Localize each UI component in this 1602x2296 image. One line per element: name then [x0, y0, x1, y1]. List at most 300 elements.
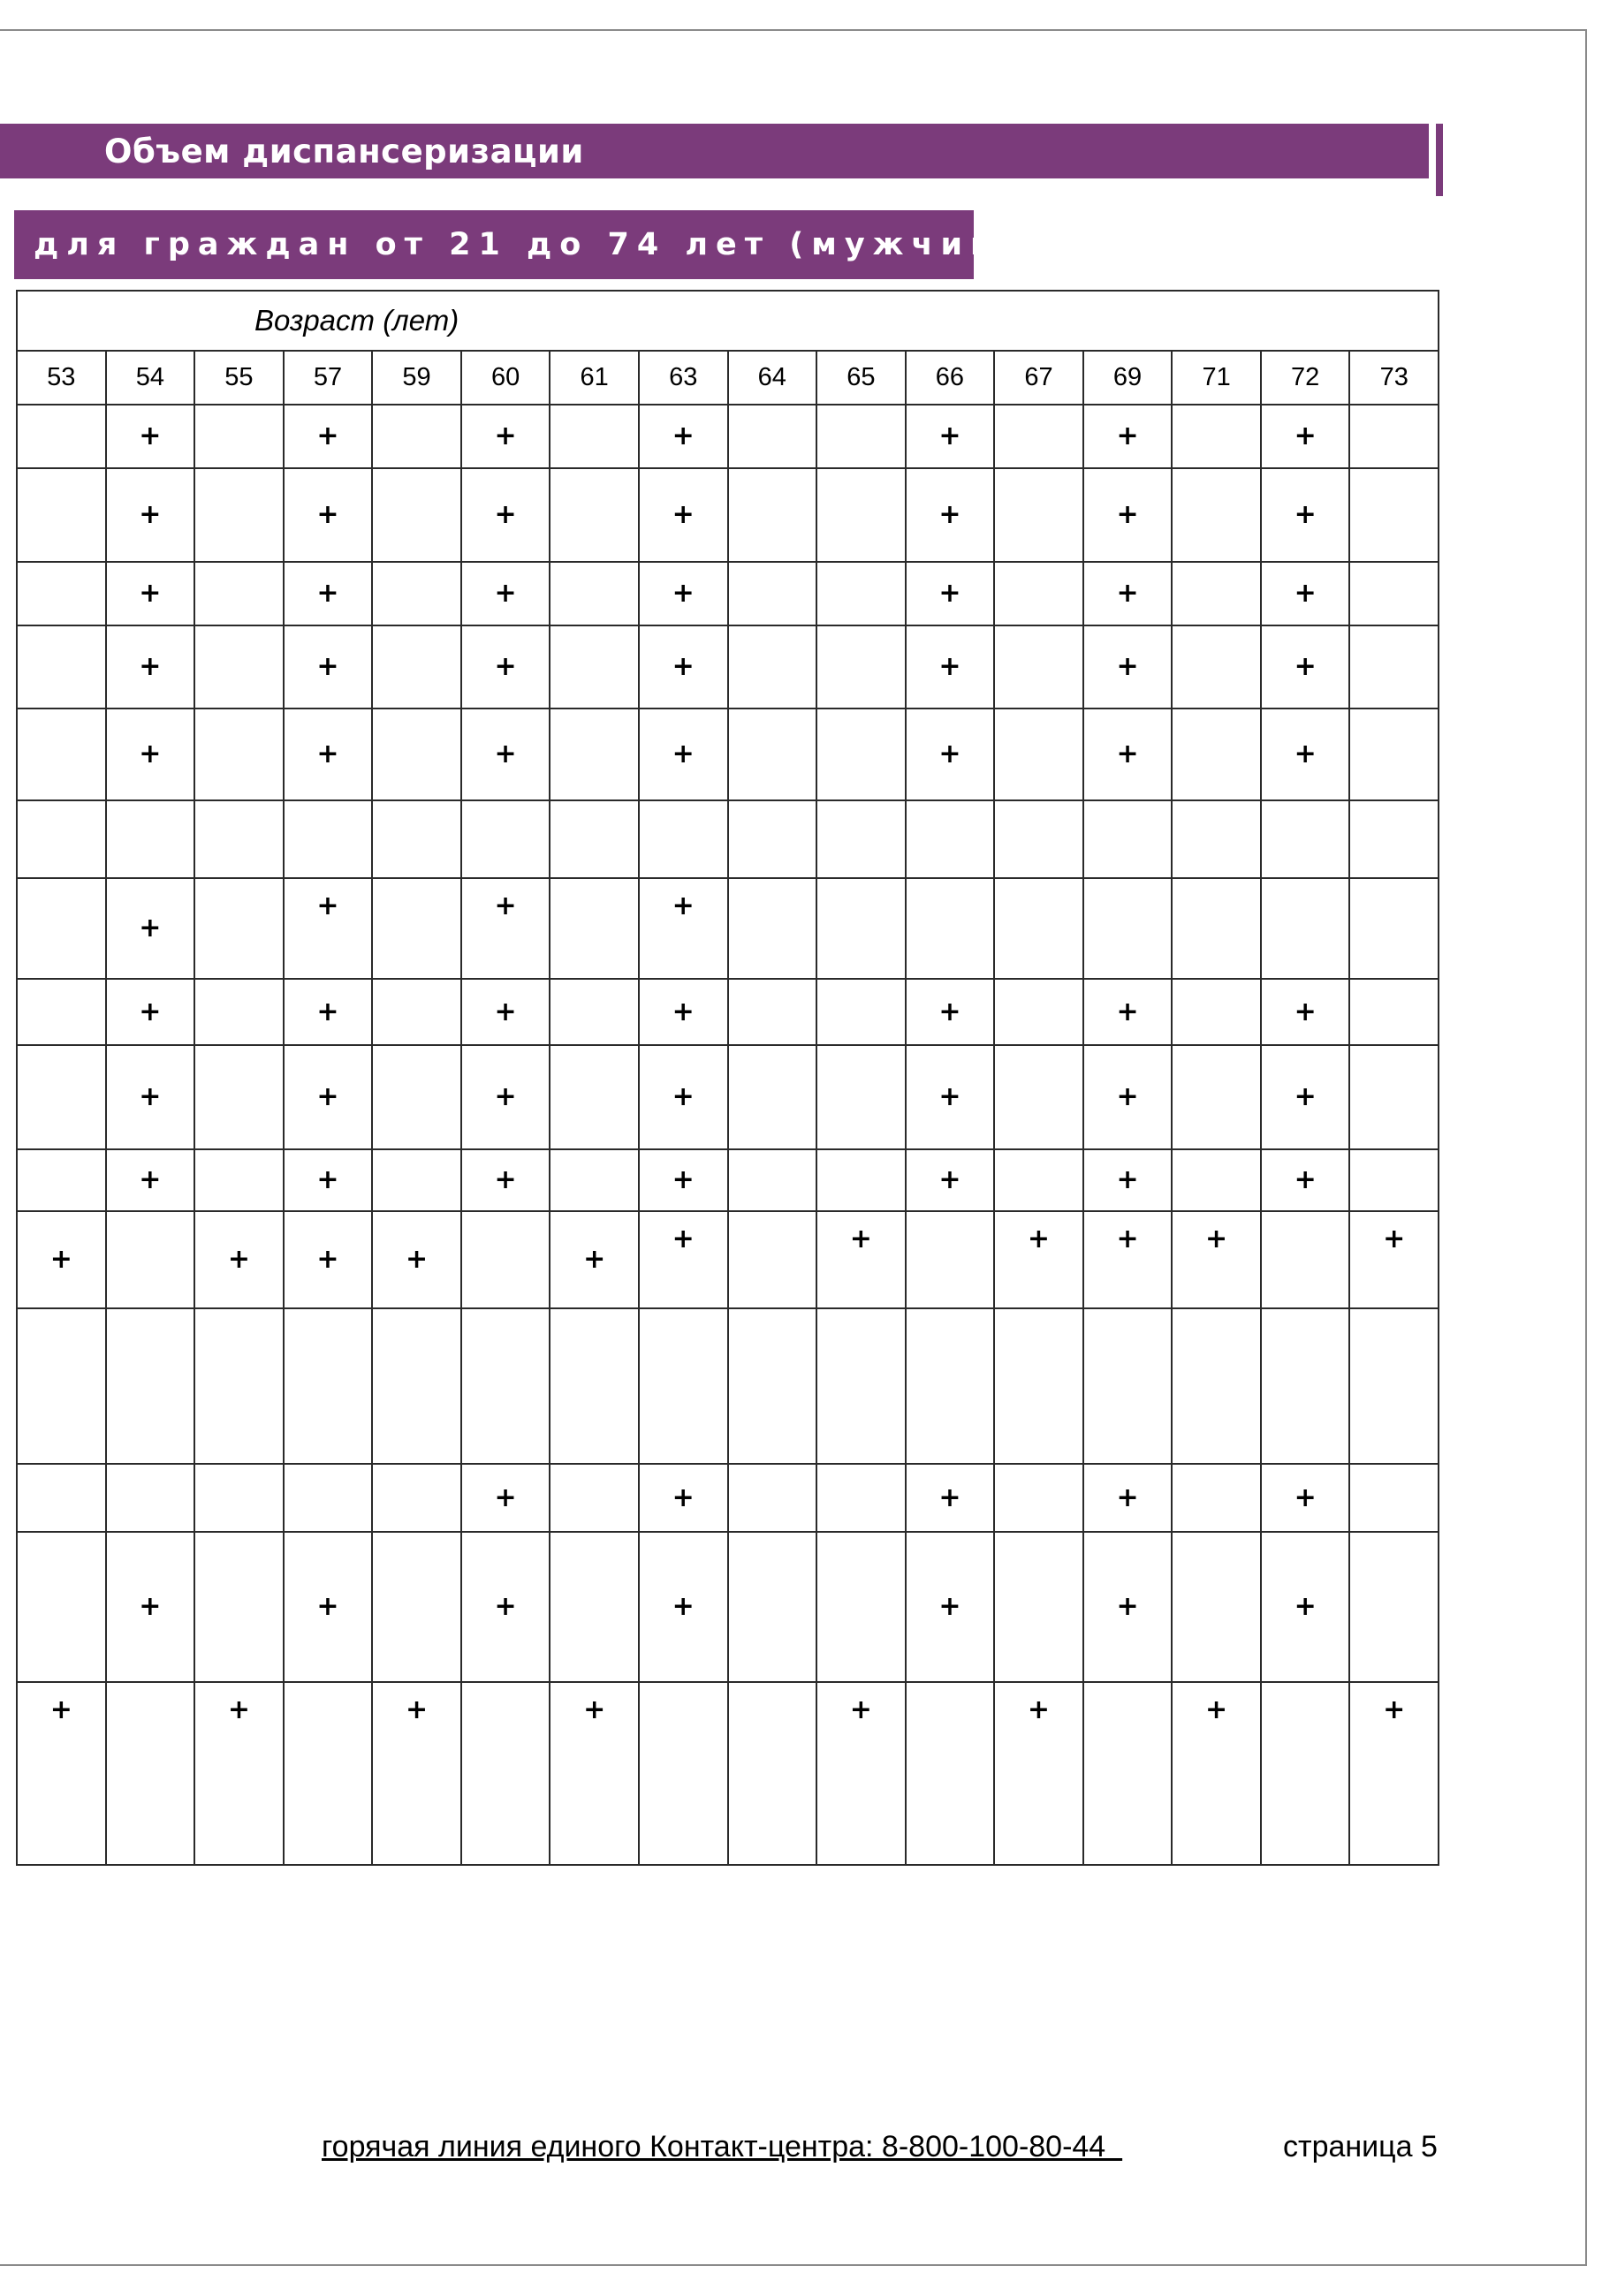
plus-mark: + [672, 651, 695, 682]
table-cell [17, 1211, 106, 1308]
table-row [17, 1211, 1439, 1308]
plus-mark: + [1294, 739, 1317, 769]
plus-mark: + [672, 1591, 695, 1622]
table-cell [194, 562, 284, 625]
table-row [17, 979, 1439, 1045]
table-cell [17, 709, 106, 800]
table-cell [1172, 1211, 1261, 1308]
table-cell [106, 979, 195, 1045]
table-cell [284, 625, 373, 709]
table-cell [106, 709, 195, 800]
table-cell [816, 800, 906, 878]
table-cell [17, 1532, 106, 1682]
title-banner [0, 124, 1429, 178]
table-cell [194, 1464, 284, 1532]
table-cell [994, 1149, 1083, 1211]
plus-mark: + [316, 1164, 339, 1195]
plus-mark: + [583, 1694, 606, 1725]
table-cell [284, 878, 373, 979]
plus-mark: + [938, 996, 961, 1027]
table-cell [1083, 800, 1173, 878]
plus-mark: + [672, 739, 695, 769]
table-cell [1261, 1149, 1350, 1211]
plus-mark: + [1294, 1591, 1317, 1622]
table-cell [1349, 1464, 1439, 1532]
plus-mark: + [49, 1694, 72, 1725]
table-cell [639, 1532, 728, 1682]
plus-mark: + [227, 1244, 250, 1275]
table-cell [728, 468, 817, 562]
plus-mark: + [139, 739, 162, 769]
table-cell [550, 709, 639, 800]
age-cell: 57 [284, 351, 373, 405]
table-row [17, 625, 1439, 709]
table-cell [17, 1308, 106, 1464]
plus-mark: + [139, 996, 162, 1027]
table-row [17, 405, 1439, 468]
table-cell [906, 1149, 995, 1211]
table-cell [284, 1464, 373, 1532]
plus-mark: + [938, 578, 961, 609]
table-cell [372, 405, 461, 468]
table-cell [1261, 800, 1350, 878]
plus-mark: + [139, 578, 162, 609]
table-cell [550, 1149, 639, 1211]
table-cell [461, 878, 550, 979]
table-cell [372, 625, 461, 709]
age-cell: 55 [194, 351, 284, 405]
table-cell [994, 878, 1083, 979]
table-cell [461, 1045, 550, 1149]
table-cell [1172, 1464, 1261, 1532]
table-cell [106, 1464, 195, 1532]
table-cell [372, 1682, 461, 1865]
table-cell [728, 979, 817, 1045]
table-row [17, 562, 1439, 625]
plus-mark: + [139, 1081, 162, 1112]
table-cell [1172, 1149, 1261, 1211]
table-cell [1172, 709, 1261, 800]
plus-mark: + [1116, 1591, 1139, 1622]
table-cell [106, 1532, 195, 1682]
table-cell [461, 1308, 550, 1464]
plus-mark: + [1294, 651, 1317, 682]
table-cell [639, 709, 728, 800]
plus-mark: + [1294, 1481, 1317, 1513]
table-cell [1172, 1682, 1261, 1865]
table-cell [728, 1211, 817, 1308]
table-cell [194, 468, 284, 562]
page-number: страница 5 [1283, 2130, 1438, 2163]
page-subtitle: для граждан от 21 до 74 лет (мужчины) [34, 227, 1058, 262]
table-cell [550, 878, 639, 979]
plus-mark: + [139, 1591, 162, 1622]
table-cell [1261, 1682, 1350, 1865]
table-row [17, 1464, 1439, 1532]
table-cell [728, 1682, 817, 1865]
table-cell [17, 1682, 106, 1865]
table-cell [906, 1211, 995, 1308]
table-cell [17, 1149, 106, 1211]
age-cell: 59 [372, 351, 461, 405]
table-cell [1172, 878, 1261, 979]
plus-mark: + [139, 421, 162, 451]
plus-mark: + [1027, 1224, 1051, 1254]
plus-mark: + [938, 651, 961, 682]
plus-mark: + [938, 1081, 961, 1112]
plus-mark: + [227, 1694, 250, 1725]
table-cell [906, 1682, 995, 1865]
plus-mark: + [1116, 996, 1139, 1027]
table-cell [906, 405, 995, 468]
table-cell [1172, 1045, 1261, 1149]
plus-mark: + [494, 890, 517, 921]
table-cell [1349, 1045, 1439, 1149]
table-cell [1261, 468, 1350, 562]
table-cell [372, 468, 461, 562]
plus-mark: + [405, 1244, 429, 1275]
table-cell [17, 625, 106, 709]
table-cell [550, 979, 639, 1045]
table-cell [1349, 625, 1439, 709]
table-cell [194, 1682, 284, 1865]
table-cell [1261, 1532, 1350, 1682]
plus-mark: + [1027, 1694, 1051, 1725]
table-cell [639, 405, 728, 468]
table-cell [550, 1682, 639, 1865]
table-cell [1261, 1308, 1350, 1464]
table-cell [994, 625, 1083, 709]
table-cell [639, 1045, 728, 1149]
plus-mark: + [139, 651, 162, 682]
plus-mark: + [1383, 1694, 1406, 1725]
table-cell [1172, 562, 1261, 625]
plus-mark: + [316, 499, 339, 530]
table-cell [550, 562, 639, 625]
table-cell [816, 709, 906, 800]
table-cell [372, 1149, 461, 1211]
table-cell [1083, 1532, 1173, 1682]
table-cell [1083, 709, 1173, 800]
table-cell [372, 800, 461, 878]
table-cell [1261, 405, 1350, 468]
table-cell [194, 1532, 284, 1682]
table-cell [461, 1149, 550, 1211]
table-cell [994, 979, 1083, 1045]
plus-mark: + [672, 1081, 695, 1112]
plus-mark: + [938, 499, 961, 530]
table-cell [906, 1532, 995, 1682]
plus-mark: + [316, 578, 339, 609]
plus-mark: + [494, 1164, 517, 1195]
table-cell [994, 1211, 1083, 1308]
table-cell [194, 979, 284, 1045]
plus-mark: + [494, 421, 517, 451]
age-cell: 65 [816, 351, 906, 405]
table-cell [728, 878, 817, 979]
table-cell [17, 1464, 106, 1532]
table-cell [1261, 1045, 1350, 1149]
table-cell [550, 468, 639, 562]
plus-mark: + [672, 996, 695, 1027]
plus-mark: + [1294, 1164, 1317, 1195]
plus-mark: + [316, 1591, 339, 1622]
plus-mark: + [938, 421, 961, 451]
table-cell [1083, 562, 1173, 625]
subtitle-banner [14, 210, 1058, 279]
table-cell [550, 1045, 639, 1149]
plus-mark: + [1116, 1481, 1139, 1513]
table-row [17, 709, 1439, 800]
page-title: Объем диспансеризации [104, 132, 584, 170]
plus-mark: + [1116, 578, 1139, 609]
age-title-row [17, 291, 1439, 351]
plus-mark: + [494, 499, 517, 530]
table-cell [728, 1464, 817, 1532]
table-cell [194, 1308, 284, 1464]
table-cell [906, 1464, 995, 1532]
table-cell [728, 1045, 817, 1149]
table-cell [106, 1045, 195, 1149]
plus-mark: + [672, 1481, 695, 1513]
table-cell [550, 1532, 639, 1682]
table-row [17, 1532, 1439, 1682]
table-cell [1261, 1211, 1350, 1308]
table-cell [1261, 1464, 1350, 1532]
age-cell: 69 [1083, 351, 1173, 405]
table-cell [1083, 878, 1173, 979]
table-cell [816, 1308, 906, 1464]
plus-mark: + [1116, 421, 1139, 451]
table-cell [906, 1308, 995, 1464]
age-cell: 73 [1349, 351, 1439, 405]
plus-mark: + [139, 499, 162, 530]
plus-mark: + [672, 890, 695, 921]
table-cell [550, 1308, 639, 1464]
table-cell [816, 1045, 906, 1149]
table-cell [550, 625, 639, 709]
age-cell: 54 [106, 351, 195, 405]
table-cell [994, 1682, 1083, 1865]
plus-mark: + [938, 739, 961, 769]
table-cell [639, 562, 728, 625]
table-cell [728, 1532, 817, 1682]
table-cell [1083, 1045, 1173, 1149]
table-cell [1261, 979, 1350, 1045]
plus-mark: + [1116, 1224, 1139, 1254]
table-row [17, 468, 1439, 562]
table-cell [17, 562, 106, 625]
table-cell [461, 800, 550, 878]
table-cell [372, 979, 461, 1045]
table-cell [906, 709, 995, 800]
table-cell [906, 1045, 995, 1149]
table-cell [639, 878, 728, 979]
plus-mark: + [494, 651, 517, 682]
plus-mark: + [1116, 1081, 1139, 1112]
table-cell [1261, 709, 1350, 800]
table-cell [639, 1308, 728, 1464]
table-cell [461, 709, 550, 800]
table-cell [816, 878, 906, 979]
table-cell [284, 405, 373, 468]
plus-mark: + [1294, 1081, 1317, 1112]
table-cell [639, 800, 728, 878]
table-cell [639, 1682, 728, 1865]
plus-mark: + [316, 1244, 339, 1275]
table-cell [994, 562, 1083, 625]
table-cell [994, 1464, 1083, 1532]
table-cell [906, 562, 995, 625]
table-cell [284, 1211, 373, 1308]
plus-mark: + [316, 890, 339, 921]
age-cell: 66 [906, 351, 995, 405]
table-cell [994, 1532, 1083, 1682]
table-cell [106, 625, 195, 709]
table-cell [994, 405, 1083, 468]
plus-mark: + [1294, 578, 1317, 609]
table-cell [639, 1211, 728, 1308]
plus-mark: + [405, 1694, 429, 1725]
table-cell [816, 625, 906, 709]
plus-mark: + [316, 1081, 339, 1112]
table-cell [1083, 1682, 1173, 1865]
plus-mark: + [672, 1164, 695, 1195]
plus-mark: + [1205, 1224, 1228, 1254]
table-cell [1172, 468, 1261, 562]
table-cell [106, 405, 195, 468]
plus-mark: + [1205, 1694, 1228, 1725]
table-cell [17, 405, 106, 468]
age-cell: 72 [1261, 351, 1350, 405]
plus-mark: + [494, 1081, 517, 1112]
table-cell [106, 1211, 195, 1308]
table-cell [1172, 979, 1261, 1045]
table-cell [284, 1532, 373, 1682]
plus-mark: + [316, 651, 339, 682]
plus-mark: + [849, 1224, 872, 1254]
table-cell [994, 468, 1083, 562]
table-cell [17, 979, 106, 1045]
table-cell [1261, 562, 1350, 625]
plus-mark: + [316, 996, 339, 1027]
table-cell [461, 625, 550, 709]
table-cell [106, 1308, 195, 1464]
table-cell [994, 1045, 1083, 1149]
plus-mark: + [672, 1224, 695, 1254]
table-cell [728, 709, 817, 800]
table-cell [816, 1464, 906, 1532]
table-cell [1172, 1308, 1261, 1464]
plus-mark: + [316, 421, 339, 451]
table-cell [1349, 562, 1439, 625]
table-cell [550, 1464, 639, 1532]
age-cell: 53 [17, 351, 106, 405]
table-cell [194, 625, 284, 709]
plus-mark: + [938, 1591, 961, 1622]
table-cell [1349, 709, 1439, 800]
table-cell [1083, 625, 1173, 709]
table-cell [728, 1308, 817, 1464]
table-cell [816, 468, 906, 562]
table-cell [816, 1532, 906, 1682]
table-cell [106, 878, 195, 979]
table-cell [816, 1211, 906, 1308]
table-row [17, 878, 1439, 979]
age-cell: 64 [728, 351, 817, 405]
table-cell [1172, 405, 1261, 468]
plus-mark: + [938, 1164, 961, 1195]
table-cell [1349, 800, 1439, 878]
table-cell [372, 562, 461, 625]
table-cell [1083, 979, 1173, 1045]
table-cell [994, 800, 1083, 878]
table-cell [194, 405, 284, 468]
table-cell [106, 468, 195, 562]
table-cell [372, 709, 461, 800]
age-cell: 60 [461, 351, 550, 405]
table-cell [372, 1464, 461, 1532]
table-cell [906, 625, 995, 709]
plus-mark: + [494, 1481, 517, 1513]
plus-mark: + [494, 578, 517, 609]
table-cell [728, 625, 817, 709]
table-cell [17, 468, 106, 562]
table-cell [1349, 1211, 1439, 1308]
table-cell [816, 1149, 906, 1211]
table-cell [194, 1149, 284, 1211]
table-cell [461, 1464, 550, 1532]
table-cell [106, 800, 195, 878]
table-cell [284, 1045, 373, 1149]
table-cell [906, 979, 995, 1045]
plus-mark: + [583, 1244, 606, 1275]
table-cell [1083, 468, 1173, 562]
table-cell [461, 1211, 550, 1308]
table-cell [906, 878, 995, 979]
table-cell [284, 800, 373, 878]
table-cell [639, 468, 728, 562]
table-cell [906, 800, 995, 878]
plus-mark: + [49, 1244, 72, 1275]
table-cell [372, 1532, 461, 1682]
table-cell [372, 1045, 461, 1149]
table-cell [1349, 468, 1439, 562]
table-cell [816, 979, 906, 1045]
table-cell [728, 562, 817, 625]
footer-hotline: горячая линия единого Контакт-центра: 8-800-100-80-44 [322, 2130, 1123, 2163]
table-cell [284, 1149, 373, 1211]
table-cell [1172, 800, 1261, 878]
table-cell [194, 1211, 284, 1308]
table-cell [284, 1682, 373, 1865]
table-cell [461, 1682, 550, 1865]
table-cell [994, 709, 1083, 800]
table-cell [106, 1149, 195, 1211]
table-cell [372, 1211, 461, 1308]
table-cell [461, 562, 550, 625]
plus-mark: + [316, 739, 339, 769]
examination-table [16, 290, 1439, 1866]
plus-mark: + [1294, 499, 1317, 530]
table-cell [106, 1682, 195, 1865]
table-row [17, 1045, 1439, 1149]
age-cell: 61 [550, 351, 639, 405]
plus-mark: + [672, 578, 695, 609]
table-cell [906, 468, 995, 562]
table-row [17, 1682, 1439, 1865]
table-cell [194, 1045, 284, 1149]
